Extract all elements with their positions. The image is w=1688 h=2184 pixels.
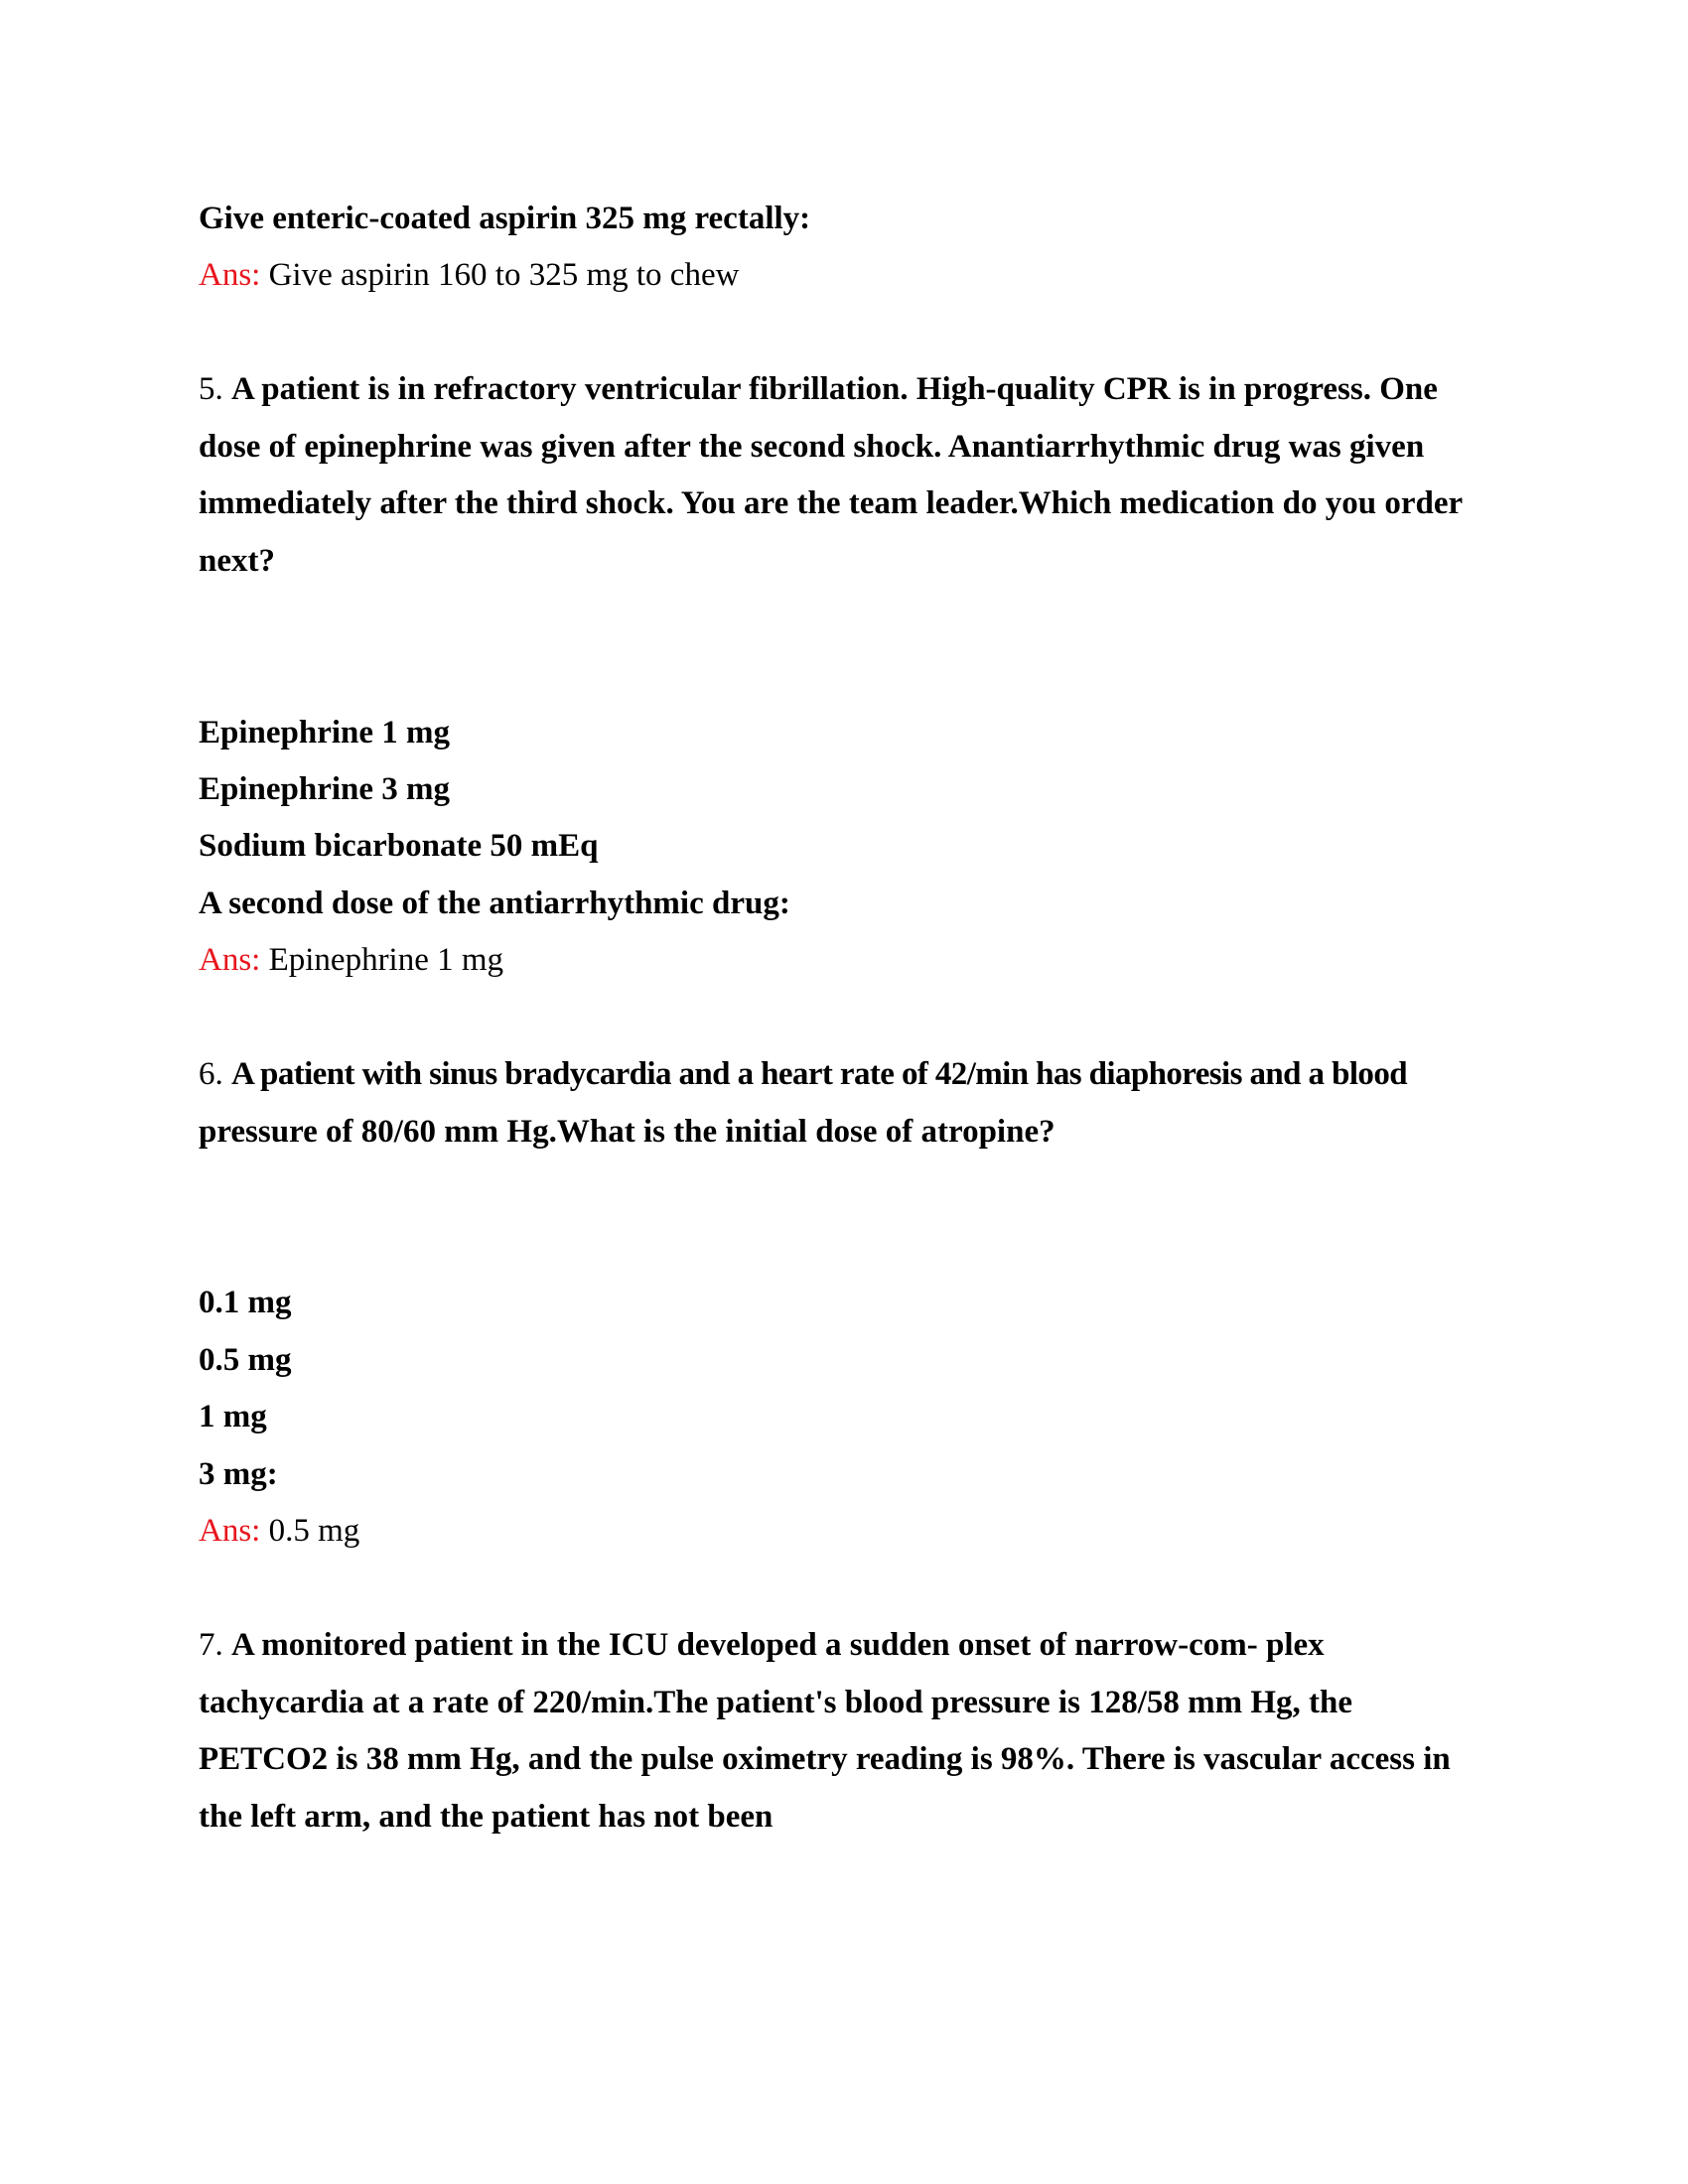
q5-answer	[199, 940, 503, 980]
q5-text-1: A patient is in refractory ventricular fibrillation. High-quality CPR is in progress. One	[231, 371, 1438, 407]
answer-label: Ans:	[199, 1513, 261, 1549]
q5-option-1: Epinephrine 1 mg	[199, 715, 451, 751]
q6-text-1: A patient with sinus bradycardia and a heart rate of 42/min has diaphoresis and a blood	[231, 1056, 1407, 1092]
q5-line-3: immediately after the third shock. You are the team leader.Which medication do you order	[199, 485, 1464, 521]
answer-label: Ans:	[199, 257, 261, 293]
q5-line-1	[199, 369, 1438, 409]
answer-label: Ans:	[199, 942, 261, 978]
q7-line-1	[199, 1625, 1325, 1665]
q6-line-2: pressure of 80/60 mm Hg.What is the initial dose of atropine?	[199, 1114, 1055, 1150]
answer-text: Give aspirin 160 to 325 mg to chew	[260, 257, 740, 293]
q6-option-3: 1 mg	[199, 1399, 267, 1434]
q5-option-2: Epinephrine 3 mg	[199, 771, 451, 807]
q5-line-2: dose of epinephrine was given after the second shock. Anantiarrhythmic drug was given	[199, 429, 1425, 465]
q6-number: 6.	[199, 1056, 231, 1092]
answer-text: 0.5 mg	[260, 1513, 360, 1549]
prev-question-answer	[199, 255, 739, 295]
q5-number: 5.	[199, 371, 231, 407]
prev-question-last-option: Give enteric-coated aspirin 325 mg rectally:	[199, 201, 811, 236]
q5-option-4: A second dose of the antiarrhythmic drug:	[199, 886, 790, 921]
q6-line-1	[199, 1054, 1407, 1094]
q5-option-3: Sodium bicarbonate 50 mEq	[199, 828, 599, 864]
q7-text-1: A monitored patient in the ICU developed a sudden onset of narrow-com- plex	[231, 1627, 1325, 1663]
answer-text: Epinephrine 1 mg	[260, 942, 504, 978]
q5-line-4: next?	[199, 543, 275, 579]
q6-option-2: 0.5 mg	[199, 1342, 292, 1378]
q6-option-1: 0.1 mg	[199, 1285, 292, 1320]
q7-line-3: PETCO2 is 38 mm Hg, and the pulse oximetry reading is 98%. There is vascular access in	[199, 1741, 1451, 1777]
q7-line-4: the left arm, and the patient has not been	[199, 1799, 774, 1835]
q7-line-2: tachycardia at a rate of 220/min.The patient's blood pressure is 128/58 mm Hg, the	[199, 1685, 1352, 1720]
q7-number: 7.	[199, 1627, 231, 1663]
q6-option-4: 3 mg:	[199, 1456, 278, 1492]
q6-answer	[199, 1511, 359, 1551]
